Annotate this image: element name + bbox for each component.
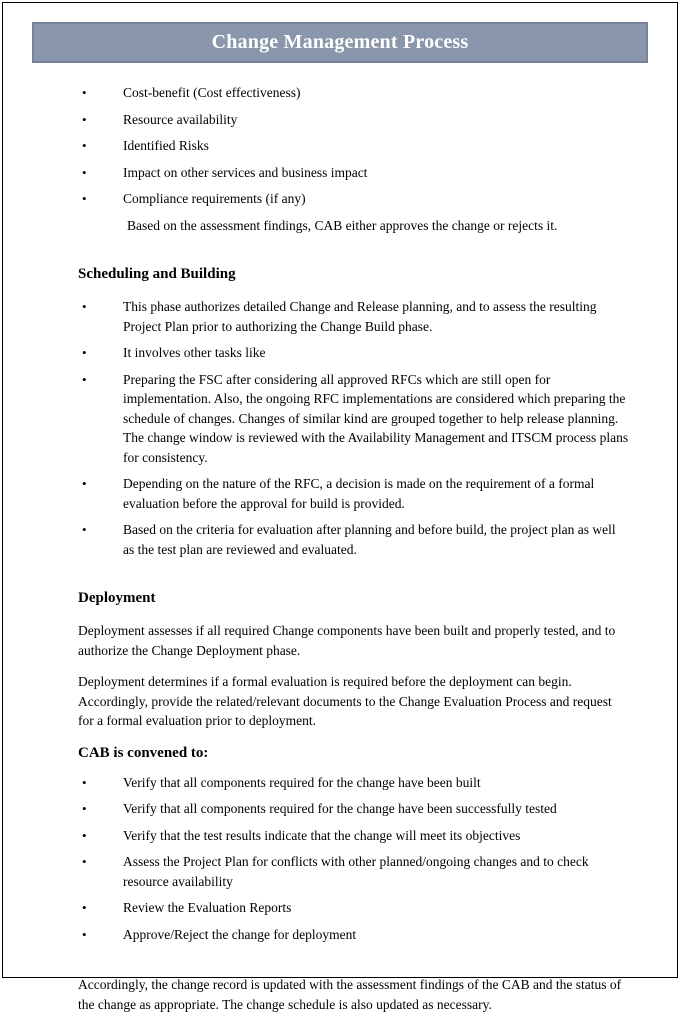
list-item-text: Based on the criteria for evaluation after planning and before build, the project plan as well as the test plan are reviewed and evaluated.	[123, 522, 616, 557]
list-item	[78, 110, 629, 130]
document-body	[3, 83, 677, 1014]
title-banner	[32, 22, 648, 63]
list-item-text: It involves other tasks like	[123, 345, 266, 360]
heading-deployment: Deployment	[78, 590, 156, 606]
list-item	[78, 852, 629, 891]
document-title: Change Management Process	[211, 31, 469, 53]
bullet-marker: •	[82, 85, 87, 100]
heading-cab-convened: CAB is convened to:	[78, 744, 209, 761]
list-item	[78, 136, 629, 156]
list-item-text: Review the Evaluation Reports	[123, 900, 292, 915]
list-item	[78, 297, 629, 336]
deployment-paragraph: Deployment determines if a formal evaluation is required before the deployment can begin. Accordingly, provide the related/relevant documents to the Change Evaluation Process and request for a formal evaluation prior to deployment.	[78, 674, 612, 728]
list-item-text: This phase authorizes detailed Change and Release planning, and to assess the resulting Project Plan prior to authorizing the Change Build phase.	[123, 299, 597, 334]
list-item	[78, 343, 629, 363]
list-item	[78, 474, 629, 513]
bullet-marker: •	[82, 111, 87, 127]
list-item-text: Resource availability	[123, 111, 238, 127]
list-item-text: Cost-benefit (Cost effectiveness)	[123, 85, 301, 100]
list-item-text: Verify that the test results indicate that the change will meet its objectives	[123, 827, 521, 843]
list-item-text: Identified Risks	[123, 138, 209, 153]
bullet-marker: •	[82, 522, 87, 537]
list-item	[78, 520, 629, 559]
deployment-paragraph: Deployment assesses if all required Change components have been built and properly tested, and to authorize the Change Deployment phase.	[78, 623, 616, 658]
bullet-marker: •	[82, 164, 87, 180]
list-item	[78, 826, 629, 846]
list-item	[78, 898, 629, 918]
bullet-marker: •	[82, 801, 87, 816]
scheduling-list	[78, 297, 629, 559]
bullet-marker: •	[82, 299, 87, 314]
bullet-marker: •	[82, 827, 87, 843]
list-item-text: Preparing the FSC after considering all approved RFCs which are still open for implementation. Also, the ongoing RFC implementations are considered which preparing the schedule of changes. Changes of similar kind are grouped together to help release planning. The change window is reviewed with the Availability Management and ITSCM process plans for consistency.	[123, 371, 629, 465]
list-item	[78, 163, 629, 183]
document-page	[2, 2, 678, 1012]
cab-tasks-list	[78, 773, 629, 945]
list-item	[78, 773, 629, 793]
list-item-text: Compliance requirements (if any)	[123, 191, 306, 206]
list-item	[78, 370, 629, 468]
heading-scheduling-and-building: Scheduling and Building	[78, 266, 236, 282]
list-item-text: Verify that all components required for the change have been built	[123, 774, 481, 790]
bullet-marker: •	[82, 774, 87, 790]
list-item-text: Verify that all components required for the change have been successfully tested	[123, 801, 557, 816]
list-item	[78, 799, 629, 819]
list-item	[78, 83, 629, 103]
assessment-criteria-list	[78, 83, 629, 209]
bullet-marker: •	[82, 854, 87, 869]
bullet-marker: •	[82, 191, 87, 206]
list-item-text: Impact on other services and business impact	[123, 164, 368, 180]
list-item-text: Approve/Reject the change for deployment	[123, 926, 357, 942]
list-item	[78, 189, 629, 209]
bullet-marker: •	[82, 371, 87, 387]
bullet-marker: •	[82, 476, 87, 491]
bullet-marker: •	[82, 138, 87, 153]
list-item	[78, 925, 629, 945]
bullet-marker: •	[82, 345, 87, 360]
list-item-text: Depending on the nature of the RFC, a decision is made on the requirement of a formal evaluation before the approval for build is provided.	[123, 476, 595, 511]
bullet-marker: •	[82, 900, 87, 915]
bullet-marker: •	[82, 926, 87, 942]
list-item-text: Assess the Project Plan for conflicts with other planned/ongoing changes and to check resource availability	[123, 854, 589, 889]
closing-paragraph: Accordingly, the change record is updated with the assessment findings of the CAB and the status of the change as appropriate. The change schedule is also updated as necessary.	[78, 977, 622, 1012]
assessment-note: Based on the assessment findings, CAB either approves the change or rejects it.	[127, 217, 558, 233]
